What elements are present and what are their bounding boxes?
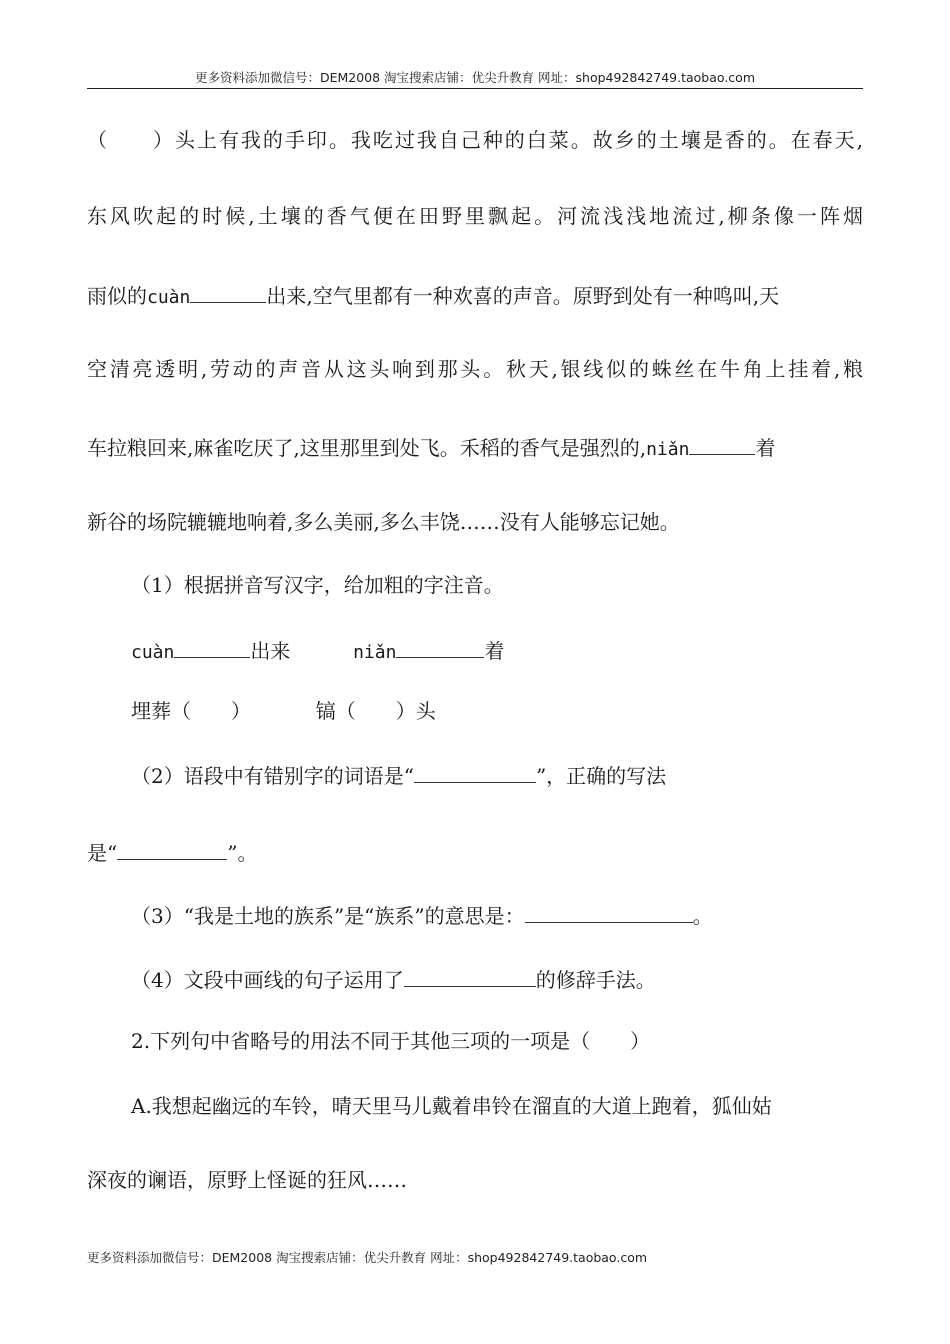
fill-blank[interactable] bbox=[190, 282, 266, 303]
answer-blank[interactable] bbox=[525, 902, 693, 923]
page-header: 更多资料添加微信号：DEM2008 淘宝搜索店铺：优尖升教育 网址：shop492842749.taobao.com bbox=[194, 70, 756, 85]
pinyin-nian: niǎn bbox=[646, 439, 690, 460]
passage-line-6: 新谷的场院辘辘地响着,多么美丽,多么丰饶……没有人能够忘记她。 bbox=[87, 510, 680, 534]
fill-blank[interactable] bbox=[689, 434, 755, 455]
word-text: 着 bbox=[484, 639, 505, 663]
question-2-line-1 bbox=[131, 762, 666, 788]
question-2-line-2 bbox=[87, 839, 257, 865]
passage-text: 雨似的 bbox=[87, 284, 147, 308]
answer-blank[interactable] bbox=[404, 966, 536, 987]
option-a-line-2: 深夜的谰语，原野上怪诞的狂风…… bbox=[87, 1168, 407, 1192]
page-footer: 更多资料添加微信号：DEM2008 淘宝搜索店铺：优尖升教育 网址：shop492842749.taobao.com bbox=[87, 1250, 648, 1265]
question-1-pinyin-row bbox=[131, 637, 504, 665]
question-text: （3）“我是土地的族系”是“族系”的意思是： bbox=[131, 904, 525, 928]
question-text: ”，正确的写法 bbox=[535, 764, 667, 788]
question-text: （2）语段中有错别字的词语是“ bbox=[131, 764, 414, 788]
header-divider bbox=[87, 88, 863, 89]
pinyin-cuan: cuàn bbox=[147, 287, 191, 308]
passage-line-3 bbox=[87, 282, 779, 310]
question-1-prompt: （1）根据拼音写汉字，给加粗的字注音。 bbox=[131, 573, 504, 597]
char-gao-tou: 镐（ ）头 bbox=[315, 699, 436, 723]
question-1-char-row bbox=[131, 699, 436, 723]
question-text: ”。 bbox=[227, 841, 258, 865]
char-mai-zang: 埋葬（ ） bbox=[131, 699, 251, 723]
passage-text: 车拉粮回来,麻雀吃厌了,这里那里到处飞。禾稻的香气是强烈的, bbox=[87, 436, 647, 460]
passage-line-4: 空清亮透明,劳动的声音从这头响到那头。秋天,银线似的蛛丝在牛角上挂着,粮 bbox=[87, 357, 863, 381]
pinyin-nian: niǎn bbox=[353, 642, 397, 663]
answer-blank[interactable] bbox=[396, 637, 484, 658]
word-text: 出来 bbox=[250, 639, 291, 663]
passage-text: 着 bbox=[755, 436, 776, 460]
answer-blank[interactable] bbox=[414, 762, 536, 783]
passage-line-5 bbox=[87, 434, 775, 462]
option-a-line-1: A.我想起幽远的车铃，晴天里马儿戴着串铃在溜直的大道上跑着，狐仙姑 bbox=[131, 1094, 772, 1118]
passage-text: 出来,空气里都有一种欢喜的声音。原野到处有一种鸣叫,天 bbox=[266, 284, 780, 308]
question-text: 是“ bbox=[87, 841, 118, 865]
answer-blank[interactable] bbox=[117, 839, 227, 860]
passage-line-2: 东风吹起的时候,土壤的香气便在田野里飘起。河流浅浅地流过,柳条像一阵烟 bbox=[87, 204, 863, 228]
passage-line-1: （ ）头上有我的手印。我吃过我自己种的白菜。故乡的土壤是香的。在春天, bbox=[87, 128, 863, 152]
question-3 bbox=[131, 902, 713, 928]
answer-blank[interactable] bbox=[174, 637, 250, 658]
question-text: 。 bbox=[692, 904, 713, 928]
question-text: （4）文段中画线的句子运用了 bbox=[131, 968, 404, 992]
pinyin-cuan: cuàn bbox=[131, 642, 175, 663]
question-text: 的修辞手法。 bbox=[535, 968, 656, 992]
question-5-stem: 2.下列句中省略号的用法不同于其他三项的一项是（ ） bbox=[131, 1029, 651, 1053]
question-4 bbox=[131, 966, 656, 992]
